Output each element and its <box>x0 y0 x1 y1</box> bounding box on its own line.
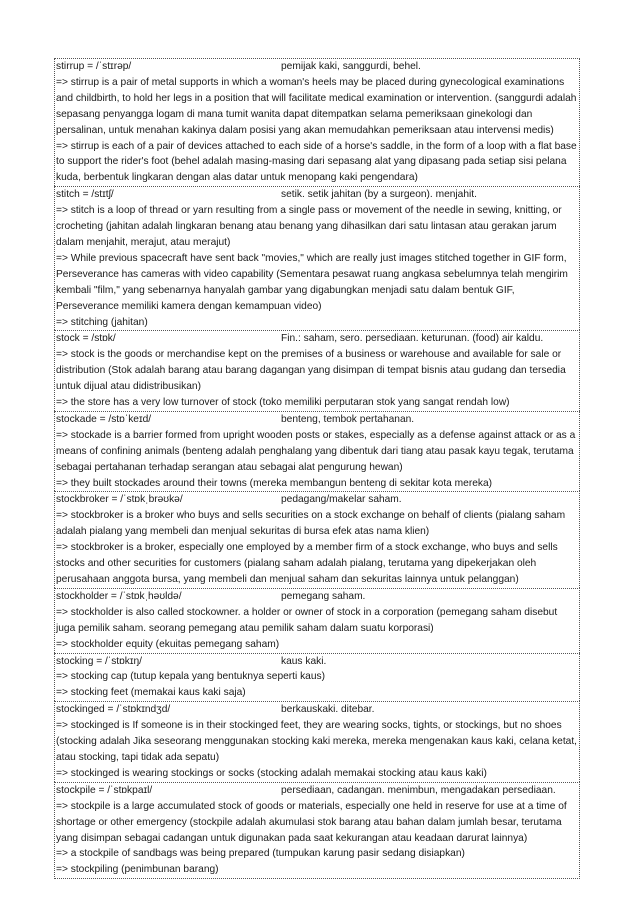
definition-line: => stocking feet (memakai kaus kaki saja) <box>56 687 246 699</box>
headword-pronunciation: stockinged = /ˈstɒkɪndʒd/ <box>56 704 171 716</box>
dictionary-page <box>54 58 580 879</box>
definition-line: => stocking cap (tutup kepala yang bentuknya seperti kaus) <box>56 671 326 683</box>
definition-line: => stirrup is each of a pair of devices attached to each side of a horse's saddle, in the form of a loop with a flat base to support the rider's foot (behel adalah masing-masing dari sepasang alat yang dipasang pada setiap sisi pelana kuda, berbentuk lingkaran dengan alas datar untuk menopang kaki pengendara) <box>56 140 577 184</box>
headword-pronunciation: stockade = /stɒˈkeɪd/ <box>56 413 152 425</box>
headword-gloss: pemegang saham. <box>281 590 366 602</box>
headword-gloss: kaus kaki. <box>281 655 327 667</box>
headword-pronunciation: stock = /stɒk/ <box>56 333 116 345</box>
entry-stockpile <box>54 782 580 879</box>
headword-pronunciation: stockholder = /ˈstɒkˌhəʊldə/ <box>56 590 182 602</box>
headword-gloss: persediaan, cadangan. menimbun, mengadakan persediaan. <box>281 784 556 796</box>
definition-line: => stirrup is a pair of metal supports in which a woman's heels may be placed during gynecological examinations and childbirth, to hold her legs in a position that will facilitate medical examination or intervention. (sanggurdi adalah sepasang penyangga logam di mana tumit wanita dapat ditempatkan selama pemeriksaan ginekologi dan persalinan, untuk menahan kakinya dalam posisi yang akan memudahkan pemeriksaan atau intervensi medis) <box>56 76 577 136</box>
entry-stirrup <box>54 58 580 186</box>
entry-header <box>56 412 578 428</box>
definition-line: => stock is the goods or merchandise kept on the premises of a business or warehouse and available for sale or distribution (Stok adalah barang atau barang dagangan yang disimpan di tempat bisnis atau gudang dan tersedia untuk dijual atau didistribusikan) <box>56 349 566 393</box>
entry-header <box>56 702 578 718</box>
headword-pronunciation: stockpile = /ˈstɒkpaɪl/ <box>56 784 153 796</box>
entry-stocking <box>54 653 580 702</box>
entry-header <box>56 492 578 508</box>
definition-line: => stockinged is wearing stockings or socks (stocking adalah memakai stocking atau kaus kaki) <box>56 767 487 779</box>
definition-line: => stockinged is If someone is in their stockinged feet, they are wearing socks, tights, or stockings, but no shoes (stocking adalah Jika seseorang menggunakan stocking kaki mereka, mereka mengenakan kaus kaki, celana ketat, atau stocking, tapi tidak ada sepatu) <box>56 720 577 763</box>
definition-line: => While previous spacecraft have sent back "movies," which are really just images stitched together in GIF form, Perseverance has cameras with video capability (Sementara pesawat ruang angkasa sebelumnya telah mengirim kembali "film," yang sebenarnya hanyalah gambar yang digabungkan menjadi satu dalam bentuk GIF, Perseverance memiliki kamera dengan kemampuan video) <box>56 252 568 312</box>
definition-line: => a stockpile of sandbags was being prepared (tumpukan karung pasir sedang disiapkan) <box>56 848 465 860</box>
definition-line: => stockholder is also called stockowner. a holder or owner of stock in a corporation (pemegang saham disebut juga pemilik saham. seorang pemegang atau pemilik saham dalam suatu korporasi) <box>56 606 558 634</box>
headword-gloss: pedagang/makelar saham. <box>281 494 402 506</box>
entry-header <box>56 331 578 347</box>
entry-stitch <box>54 186 580 330</box>
headword-pronunciation: stitch = /stɪtʃ/ <box>56 189 114 201</box>
definition-line: => the store has a very low turnover of stock (toko memiliki perputaran stok yang sangat rendah low) <box>56 397 510 409</box>
entry-stockinged <box>54 701 580 782</box>
entry-header <box>56 59 578 75</box>
headword-gloss: Fin.: saham, sero. persediaan. keturunan. (food) air kaldu. <box>281 333 544 345</box>
definition-line: => stockbroker is a broker, especially one employed by a member firm of a stock exchange, who buys and sells stocks and other securities for customers (pialang saham adalah pialang, terutama yang dipekerjakan oleh perusahaan anggota bursa, yang membeli dan menjual saham dan sekuritas lainnya untuk pelanggan) <box>56 542 558 585</box>
entry-header <box>56 783 578 799</box>
definition-line: => stockpile is a large accumulated stock of goods or materials, especially one held in reserve for use at a time of shortage or other emergency (stockpile adalah akumulasi stok barang atau bahan dalam jumlah besar, terutama yang disimpan sebagai cadangan untuk digunakan pada saat kekurangan atau keadaan darurat lainnya) <box>56 800 567 844</box>
entry-header <box>56 589 578 605</box>
entry-stockbroker <box>54 491 580 587</box>
entry-header <box>56 187 578 203</box>
definition-line: => stockpiling (penimbunan barang) <box>56 864 219 876</box>
definition-line: => stockholder equity (ekuitas pemegang saham) <box>56 638 280 650</box>
entry-stockade <box>54 411 580 492</box>
headword-gloss: berkauskaki. ditebar. <box>281 704 375 716</box>
entry-stock <box>54 330 580 411</box>
definition-line: => stockbroker is a broker who buys and sells securities on a stock exchange on behalf of clients (pialang saham adalah pialang yang membeli dan menjual sekuritas di bursa efek atas nama klien) <box>56 510 566 538</box>
headword-pronunciation: stockbroker = /ˈstɒkˌbrəʊkə/ <box>56 494 183 506</box>
definition-line: => stitching (jahitan) <box>56 316 148 328</box>
definition-line: => stockade is a barrier formed from upright wooden posts or stakes, especially as a defense against attack or as a means of confining animals (benteng adalah penghalang yang dibentuk dari tiang atau pasak kayu tegak, terutama sebagai pertahanan terhadap serangan atau sebagai alat pengurung hewan) <box>56 429 576 473</box>
entry-stockholder <box>54 588 580 653</box>
headword-gloss: benteng, tembok pertahanan. <box>281 413 415 425</box>
entry-header <box>56 654 578 670</box>
definition-line: => they built stockades around their towns (mereka membangun benteng di sekitar kota mereka) <box>56 477 493 489</box>
headword-gloss: pemijak kaki, sanggurdi, behel. <box>281 61 421 72</box>
headword-pronunciation: stirrup = /ˈstɪrəp/ <box>56 61 132 72</box>
headword-gloss: setik. setik jahitan (by a surgeon). menjahit. <box>281 189 477 201</box>
headword-pronunciation: stocking = /ˈstɒkɪŋ/ <box>56 655 143 667</box>
definition-line: => stitch is a loop of thread or yarn resulting from a single pass or movement of the needle in sewing, knitting, or crocheting (jahitan adalah lingkaran benang atau benang yang dihasilkan dari satu lintasan atau gerakan jarum dalam menjahit, merajut, atau merajut) <box>56 205 562 248</box>
